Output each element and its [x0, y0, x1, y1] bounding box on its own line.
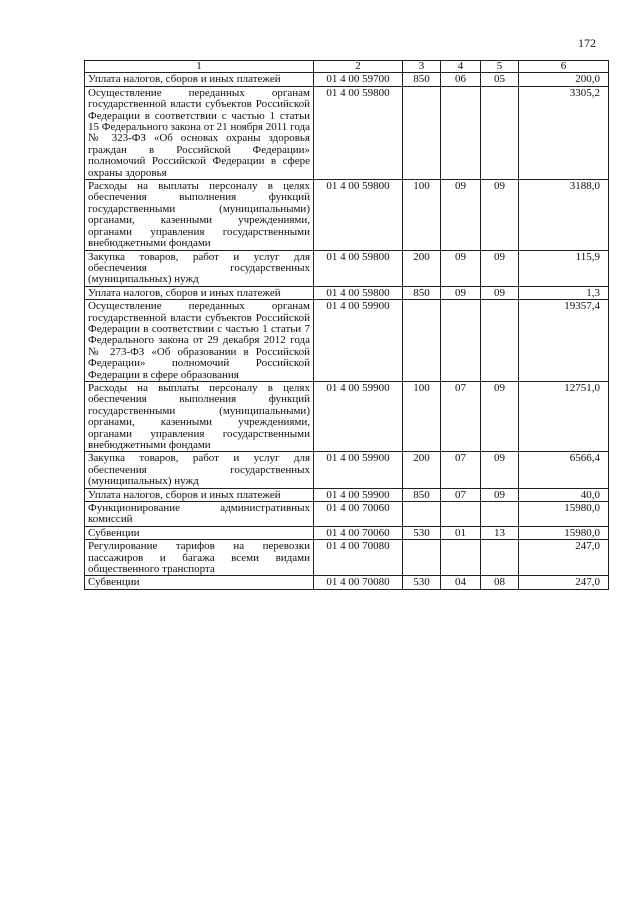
subsection-code: 09 — [481, 180, 519, 250]
row-description: Субвенции — [85, 576, 314, 589]
table-row — [85, 576, 609, 589]
expense-type: 100 — [403, 381, 441, 451]
row-description: Уплата налогов, сборов и иных платежей — [85, 488, 314, 501]
subsection-code: 09 — [481, 286, 519, 299]
table-row — [85, 73, 609, 86]
amount-value: 15980,0 — [519, 502, 609, 527]
table-row — [85, 300, 609, 382]
table-header-row — [85, 61, 609, 73]
subsection-code: 09 — [481, 452, 519, 488]
amount-value: 3188,0 — [519, 180, 609, 250]
section-code: 06 — [441, 73, 481, 86]
header-cell: 2 — [314, 61, 403, 73]
subsection-code — [481, 502, 519, 527]
row-description: Субвенции — [85, 526, 314, 539]
row-description: Уплата налогов, сборов и иных платежей — [85, 286, 314, 299]
amount-value: 6566,4 — [519, 452, 609, 488]
header-cell: 5 — [481, 61, 519, 73]
target-code: 01 4 00 59900 — [314, 488, 403, 501]
expense-type — [403, 300, 441, 382]
row-description: Осуществление переданных органам государственной власти субъектов Российской Федерации в соответствии с частью 1 статьи 7 Федерального закона от 29 декабря 2012 года № 273-ФЗ «Об образовании в Российской Федерации» полномочий Российской Федерации в сфере образования — [85, 300, 314, 382]
expense-type: 530 — [403, 576, 441, 589]
amount-value: 40,0 — [519, 488, 609, 501]
header-cell: 3 — [403, 61, 441, 73]
subsection-code: 13 — [481, 526, 519, 539]
expense-type — [403, 540, 441, 576]
subsection-code: 09 — [481, 488, 519, 501]
amount-value: 19357,4 — [519, 300, 609, 382]
section-code — [441, 300, 481, 382]
target-code: 01 4 00 59900 — [314, 381, 403, 451]
row-description: Регулирование тарифов на перевозки пассажиров и багажа всеми видами общественного транспорта — [85, 540, 314, 576]
expense-type: 530 — [403, 526, 441, 539]
header-cell: 1 — [85, 61, 314, 73]
expense-type: 200 — [403, 250, 441, 286]
section-code — [441, 86, 481, 179]
subsection-code: 05 — [481, 73, 519, 86]
expense-type: 200 — [403, 452, 441, 488]
row-description: Уплата налогов, сборов и иных платежей — [85, 73, 314, 86]
table-row — [85, 180, 609, 250]
amount-value: 247,0 — [519, 576, 609, 589]
expense-type: 850 — [403, 488, 441, 501]
subsection-code — [481, 540, 519, 576]
target-code: 01 4 00 59800 — [314, 86, 403, 179]
target-code: 01 4 00 59800 — [314, 250, 403, 286]
amount-value: 3305,2 — [519, 86, 609, 179]
target-code: 01 4 00 59700 — [314, 73, 403, 86]
table-row — [85, 540, 609, 576]
subsection-code: 09 — [481, 250, 519, 286]
subsection-code: 09 — [481, 381, 519, 451]
row-description: Расходы на выплаты персоналу в целях обеспечения выполнения функций государственными (муниципальными) органами, казенными учреждениями, органами управления государственными внебюджетными фондами — [85, 381, 314, 451]
target-code: 01 4 00 59900 — [314, 300, 403, 382]
table-row — [85, 488, 609, 501]
expense-type — [403, 86, 441, 179]
amount-value: 15980,0 — [519, 526, 609, 539]
subsection-code — [481, 86, 519, 179]
row-description: Осуществление переданных органам государственной власти субъектов Российской Федерации в соответствии с частью 1 статьи 15 Федерального закона от 21 ноября 2011 года № 323-ФЗ «Об основах охраны здоровья граждан в Российской Федерации» полномочий Российской Федерации в сфере охраны здоровья — [85, 86, 314, 179]
expense-type — [403, 502, 441, 527]
expense-type: 850 — [403, 286, 441, 299]
row-description: Функционирование административных комиссий — [85, 502, 314, 527]
section-code — [441, 540, 481, 576]
expense-type: 100 — [403, 180, 441, 250]
table-row — [85, 286, 609, 299]
target-code: 01 4 00 59800 — [314, 286, 403, 299]
amount-value: 200,0 — [519, 73, 609, 86]
table-row — [85, 381, 609, 451]
table-row — [85, 452, 609, 488]
amount-value: 12751,0 — [519, 381, 609, 451]
amount-value: 115,9 — [519, 250, 609, 286]
target-code: 01 4 00 59800 — [314, 180, 403, 250]
subsection-code — [481, 300, 519, 382]
section-code: 07 — [441, 452, 481, 488]
expense-type: 850 — [403, 73, 441, 86]
subsection-code: 08 — [481, 576, 519, 589]
row-description: Закупка товаров, работ и услуг для обеспечения государственных (муниципальных) нужд — [85, 250, 314, 286]
header-cell: 6 — [519, 61, 609, 73]
row-description: Закупка товаров, работ и услуг для обеспечения государственных (муниципальных) нужд — [85, 452, 314, 488]
budget-table — [84, 60, 609, 590]
section-code: 01 — [441, 526, 481, 539]
section-code: 04 — [441, 576, 481, 589]
amount-value: 247,0 — [519, 540, 609, 576]
table-row — [85, 502, 609, 527]
section-code: 07 — [441, 381, 481, 451]
target-code: 01 4 00 70080 — [314, 576, 403, 589]
target-code: 01 4 00 59900 — [314, 452, 403, 488]
section-code — [441, 502, 481, 527]
section-code: 09 — [441, 180, 481, 250]
table-row — [85, 526, 609, 539]
section-code: 09 — [441, 250, 481, 286]
row-description: Расходы на выплаты персоналу в целях обеспечения выполнения функций государственными (муниципальными) органами, казенными учреждениями, органами управления государственными внебюджетными фондами — [85, 180, 314, 250]
target-code: 01 4 00 70060 — [314, 502, 403, 527]
amount-value: 1,3 — [519, 286, 609, 299]
table-row — [85, 86, 609, 179]
target-code: 01 4 00 70080 — [314, 540, 403, 576]
target-code: 01 4 00 70060 — [314, 526, 403, 539]
header-cell: 4 — [441, 61, 481, 73]
section-code: 09 — [441, 286, 481, 299]
table-row — [85, 250, 609, 286]
page-number: 172 — [578, 36, 596, 50]
section-code: 07 — [441, 488, 481, 501]
